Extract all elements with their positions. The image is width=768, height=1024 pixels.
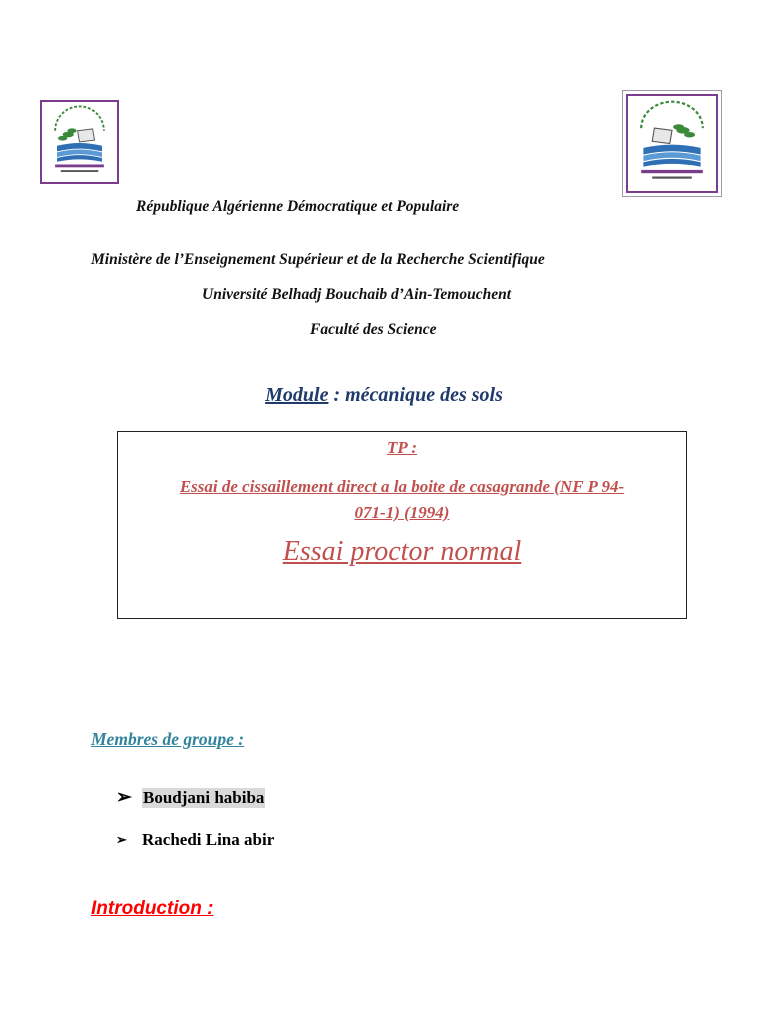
republic-title: République Algérienne Démocratique et Populaire	[136, 198, 460, 215]
tp-subtitle	[118, 474, 686, 526]
tp-subtitle-line1: Essai de cissaillement direct a la boite de casagrande (NF P 94-	[179, 477, 625, 496]
arrow-bullet-icon: ➢	[116, 787, 132, 808]
university-title: Université Belhadj Bouchaib d’Ain-Temouchent	[202, 286, 512, 303]
left-university-logo	[40, 100, 119, 184]
introduction-heading: Introduction :	[91, 898, 214, 919]
member-item	[116, 830, 274, 850]
right-university-logo	[622, 90, 722, 197]
university-logo-icon	[42, 102, 117, 182]
module-value: : mécanique des sols	[328, 384, 503, 406]
arrow-bullet-icon: ➢	[116, 832, 127, 847]
faculty-title: Faculté des Science	[310, 321, 437, 338]
member-name: Rachedi Lina abir	[142, 830, 275, 849]
university-logo-icon	[628, 96, 716, 191]
module-label: Module	[265, 384, 329, 406]
module-line	[0, 384, 768, 407]
tp-label: TP :	[386, 438, 418, 457]
tp-title-box	[117, 431, 687, 619]
tp-main-title: Essai proctor normal	[282, 536, 522, 567]
member-item	[116, 786, 265, 809]
members-heading: Membres de groupe :	[91, 729, 245, 749]
tp-subtitle-line2: 071-1) (1994)	[354, 503, 450, 522]
ministry-title: Ministère de l’Enseignement Supérieur et de la Recherche Scientifique	[91, 251, 545, 268]
member-name: Boudjani habiba	[143, 787, 265, 807]
